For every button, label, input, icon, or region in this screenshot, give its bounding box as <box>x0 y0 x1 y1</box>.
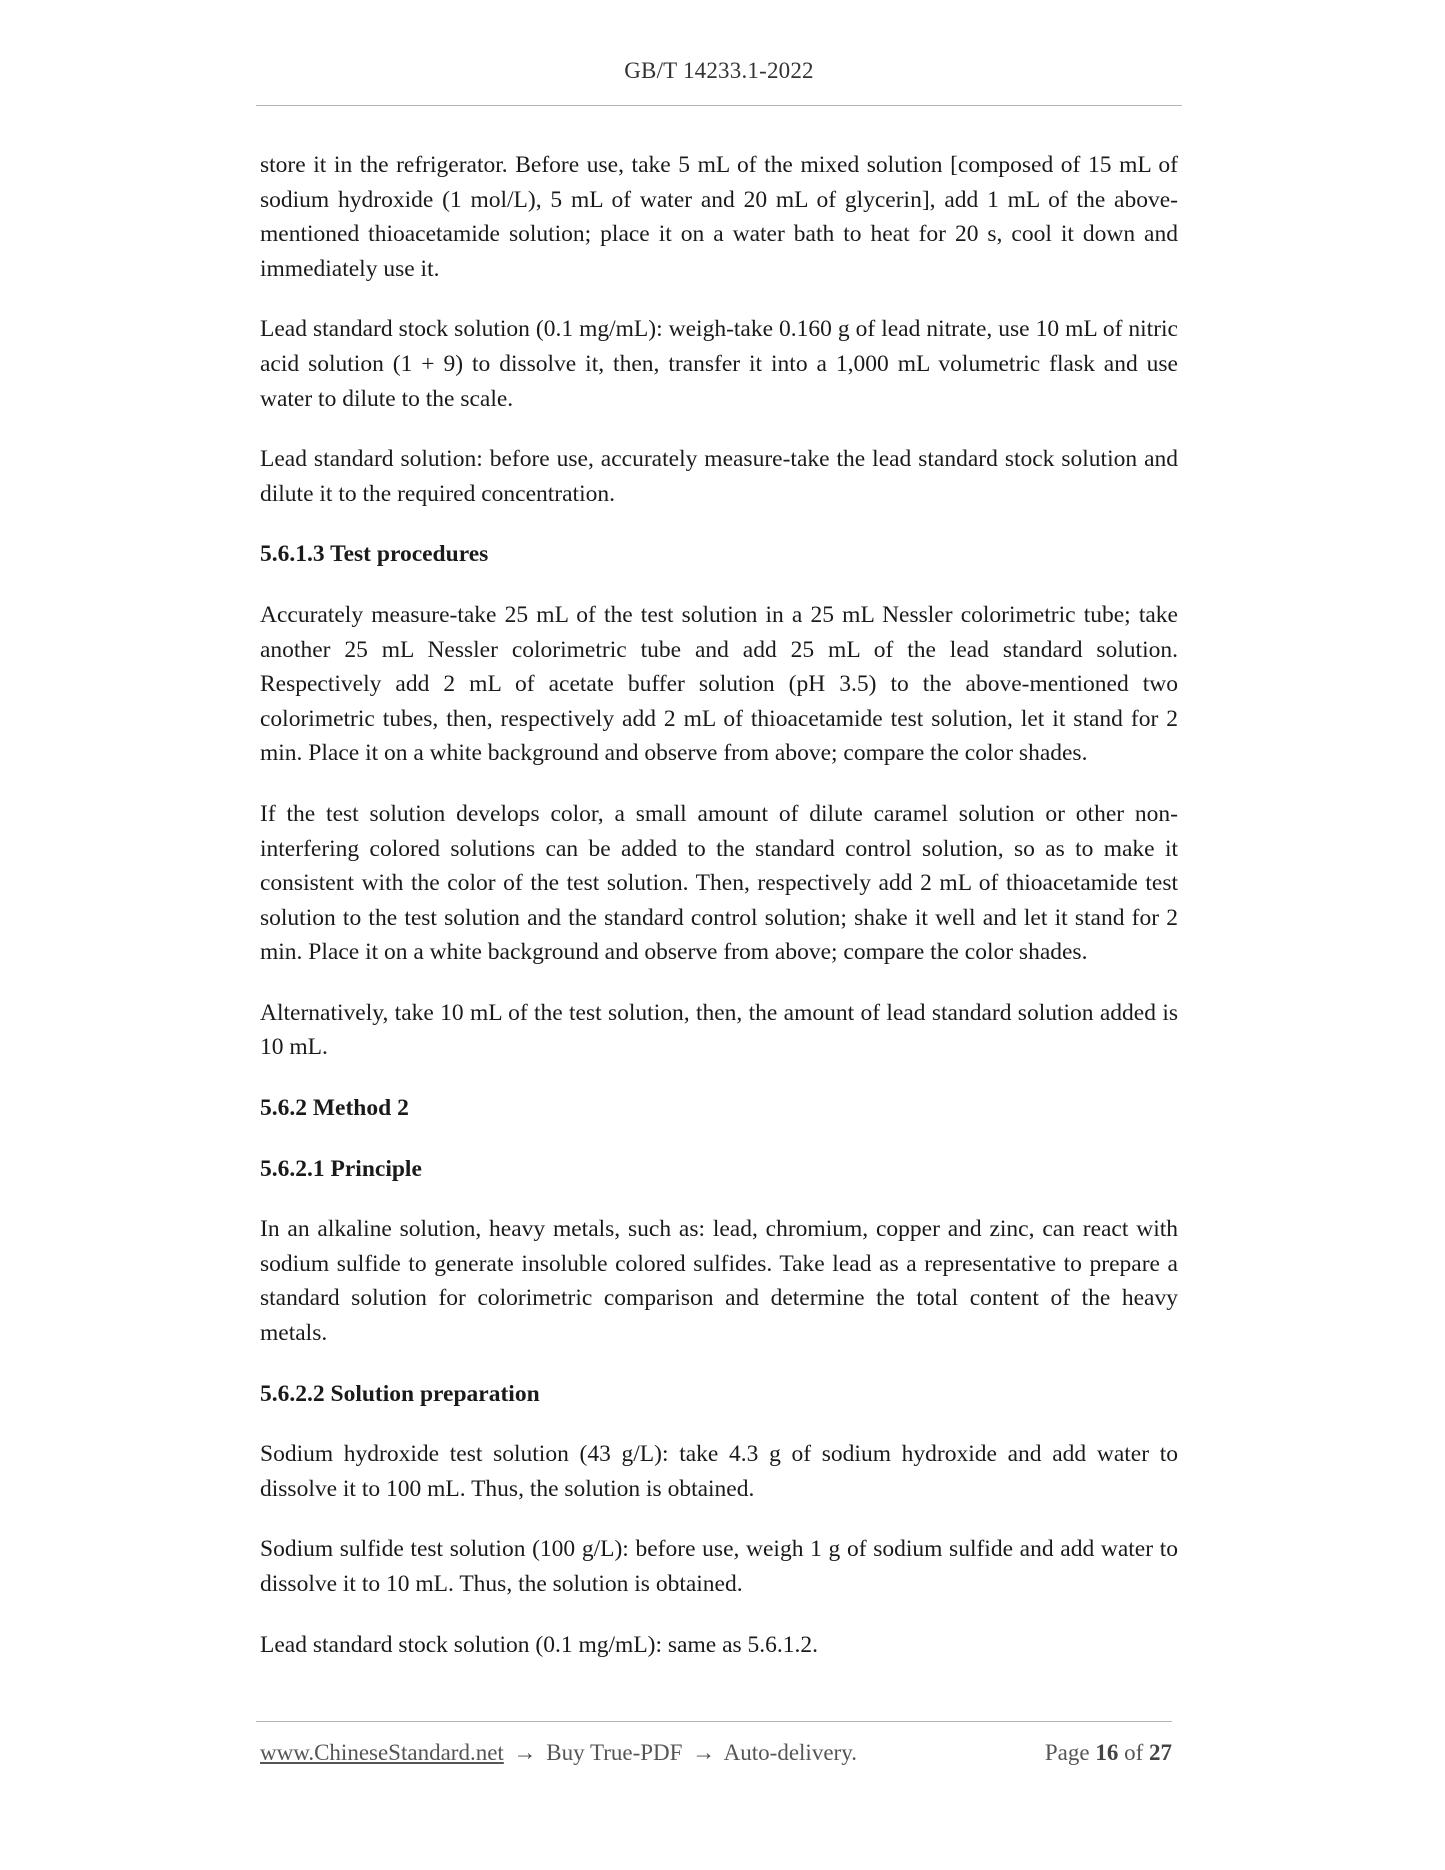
arrow-right-icon: → <box>692 1740 716 1765</box>
paragraph: In an alkaline solution, heavy metals, such as: lead, chromium, copper and zinc, can react with sodium sulfide to generate insoluble colored sulfides. Take lead as a representative to prepare a standard solution for colorimetric comparison and determine the total content of the heavy metals. <box>260 1216 1178 1347</box>
buy-true-pdf-text: Buy True-PDF <box>546 1740 683 1765</box>
site-link[interactable]: www.ChineseStandard.net <box>260 1740 504 1765</box>
page-label: Page <box>1044 1740 1090 1765</box>
section-heading-principle: 5.6.2.1 Principle <box>260 1155 422 1182</box>
paragraph: Lead standard solution: before use, accurately measure-take the lead standard stock solution and dilute it to the required concentration. <box>260 446 1178 507</box>
header-divider <box>256 105 1182 106</box>
paragraph: Accurately measure-take 25 mL of the test solution in a 25 mL Nessler colorimetric tube; take another 25 mL Nessler colorimetric tube and add 25 mL of the lead standard solution. Respectively add 2 mL of acetate buffer solution (pH 3.5) to the above-mentioned two colorimetric tubes, then, respectively add 2 mL of thioacetamide test solution, let it stand for 2 min. Place it on a white background and observe from above; compare the color shades. <box>260 601 1178 767</box>
document-body <box>260 148 1178 1688</box>
paragraph: Sodium hydroxide test solution (43 g/L): take 4.3 g of sodium hydroxide and add water to dissolve it to 100 mL. Thus, the solution is obtained. <box>260 1441 1178 1502</box>
page-header-standard-code: GB/T 14233.1-2022 <box>624 58 814 83</box>
section-heading-solution-preparation: 5.6.2.2 Solution preparation <box>260 1380 540 1407</box>
paragraph: Alternatively, take 10 mL of the test solution, then, the amount of lead standard solution added is 10 mL. <box>260 999 1178 1061</box>
footer-promo <box>260 1740 857 1766</box>
section-heading-method-2: 5.6.2 Method 2 <box>260 1095 409 1122</box>
paragraph: Sodium sulfide test solution (100 g/L): before use, weigh 1 g of sodium sulfide and add water to dissolve it to 10 mL. Thus, the solution is obtained. <box>260 1536 1178 1597</box>
section-heading-test-procedures: 5.6.1.3 Test procedures <box>260 541 489 568</box>
footer-divider <box>256 1721 1172 1722</box>
page-footer <box>260 1740 1172 1774</box>
page-total: 27 <box>1149 1740 1172 1765</box>
arrow-right-icon: → <box>513 1740 537 1765</box>
page-current: 16 <box>1095 1740 1119 1765</box>
auto-delivery-text: Auto-delivery. <box>723 1740 857 1765</box>
page-number <box>1045 1740 1172 1766</box>
paragraph: store it in the refrigerator. Before use, take 5 mL of the mixed solution [composed of 15 mL of sodium hydroxide (1 mol/L), 5 mL of water and 20 mL of glycerin], add 1 mL of the above-mentioned thioacetamide solution; place it on a water bath to heat for 20 s, cool it down and immediately use it. <box>260 152 1178 282</box>
paragraph: Lead standard stock solution (0.1 mg/mL): weigh-take 0.160 g of lead nitrate, use 10 mL of nitric acid solution (1 + 9) to dissolve it, then, transfer it into a 1,000 mL volumetric flask and use water to dilute to the scale. <box>260 316 1178 412</box>
paragraph: Lead standard stock solution (0.1 mg/mL): same as 5.6.1.2. <box>260 1631 819 1658</box>
of-label: of <box>1124 1740 1144 1765</box>
paragraph: If the test solution develops color, a small amount of dilute caramel solution or other non-interfering colored solutions can be added to the standard control solution, so as to make it consistent with the color of the test solution. Then, respectively add 2 mL of thioacetamide test solution to the test solution and the standard control solution; shake it well and let it stand for 2 min. Place it on a white background and observe from above; compare the color shades. <box>260 800 1178 966</box>
